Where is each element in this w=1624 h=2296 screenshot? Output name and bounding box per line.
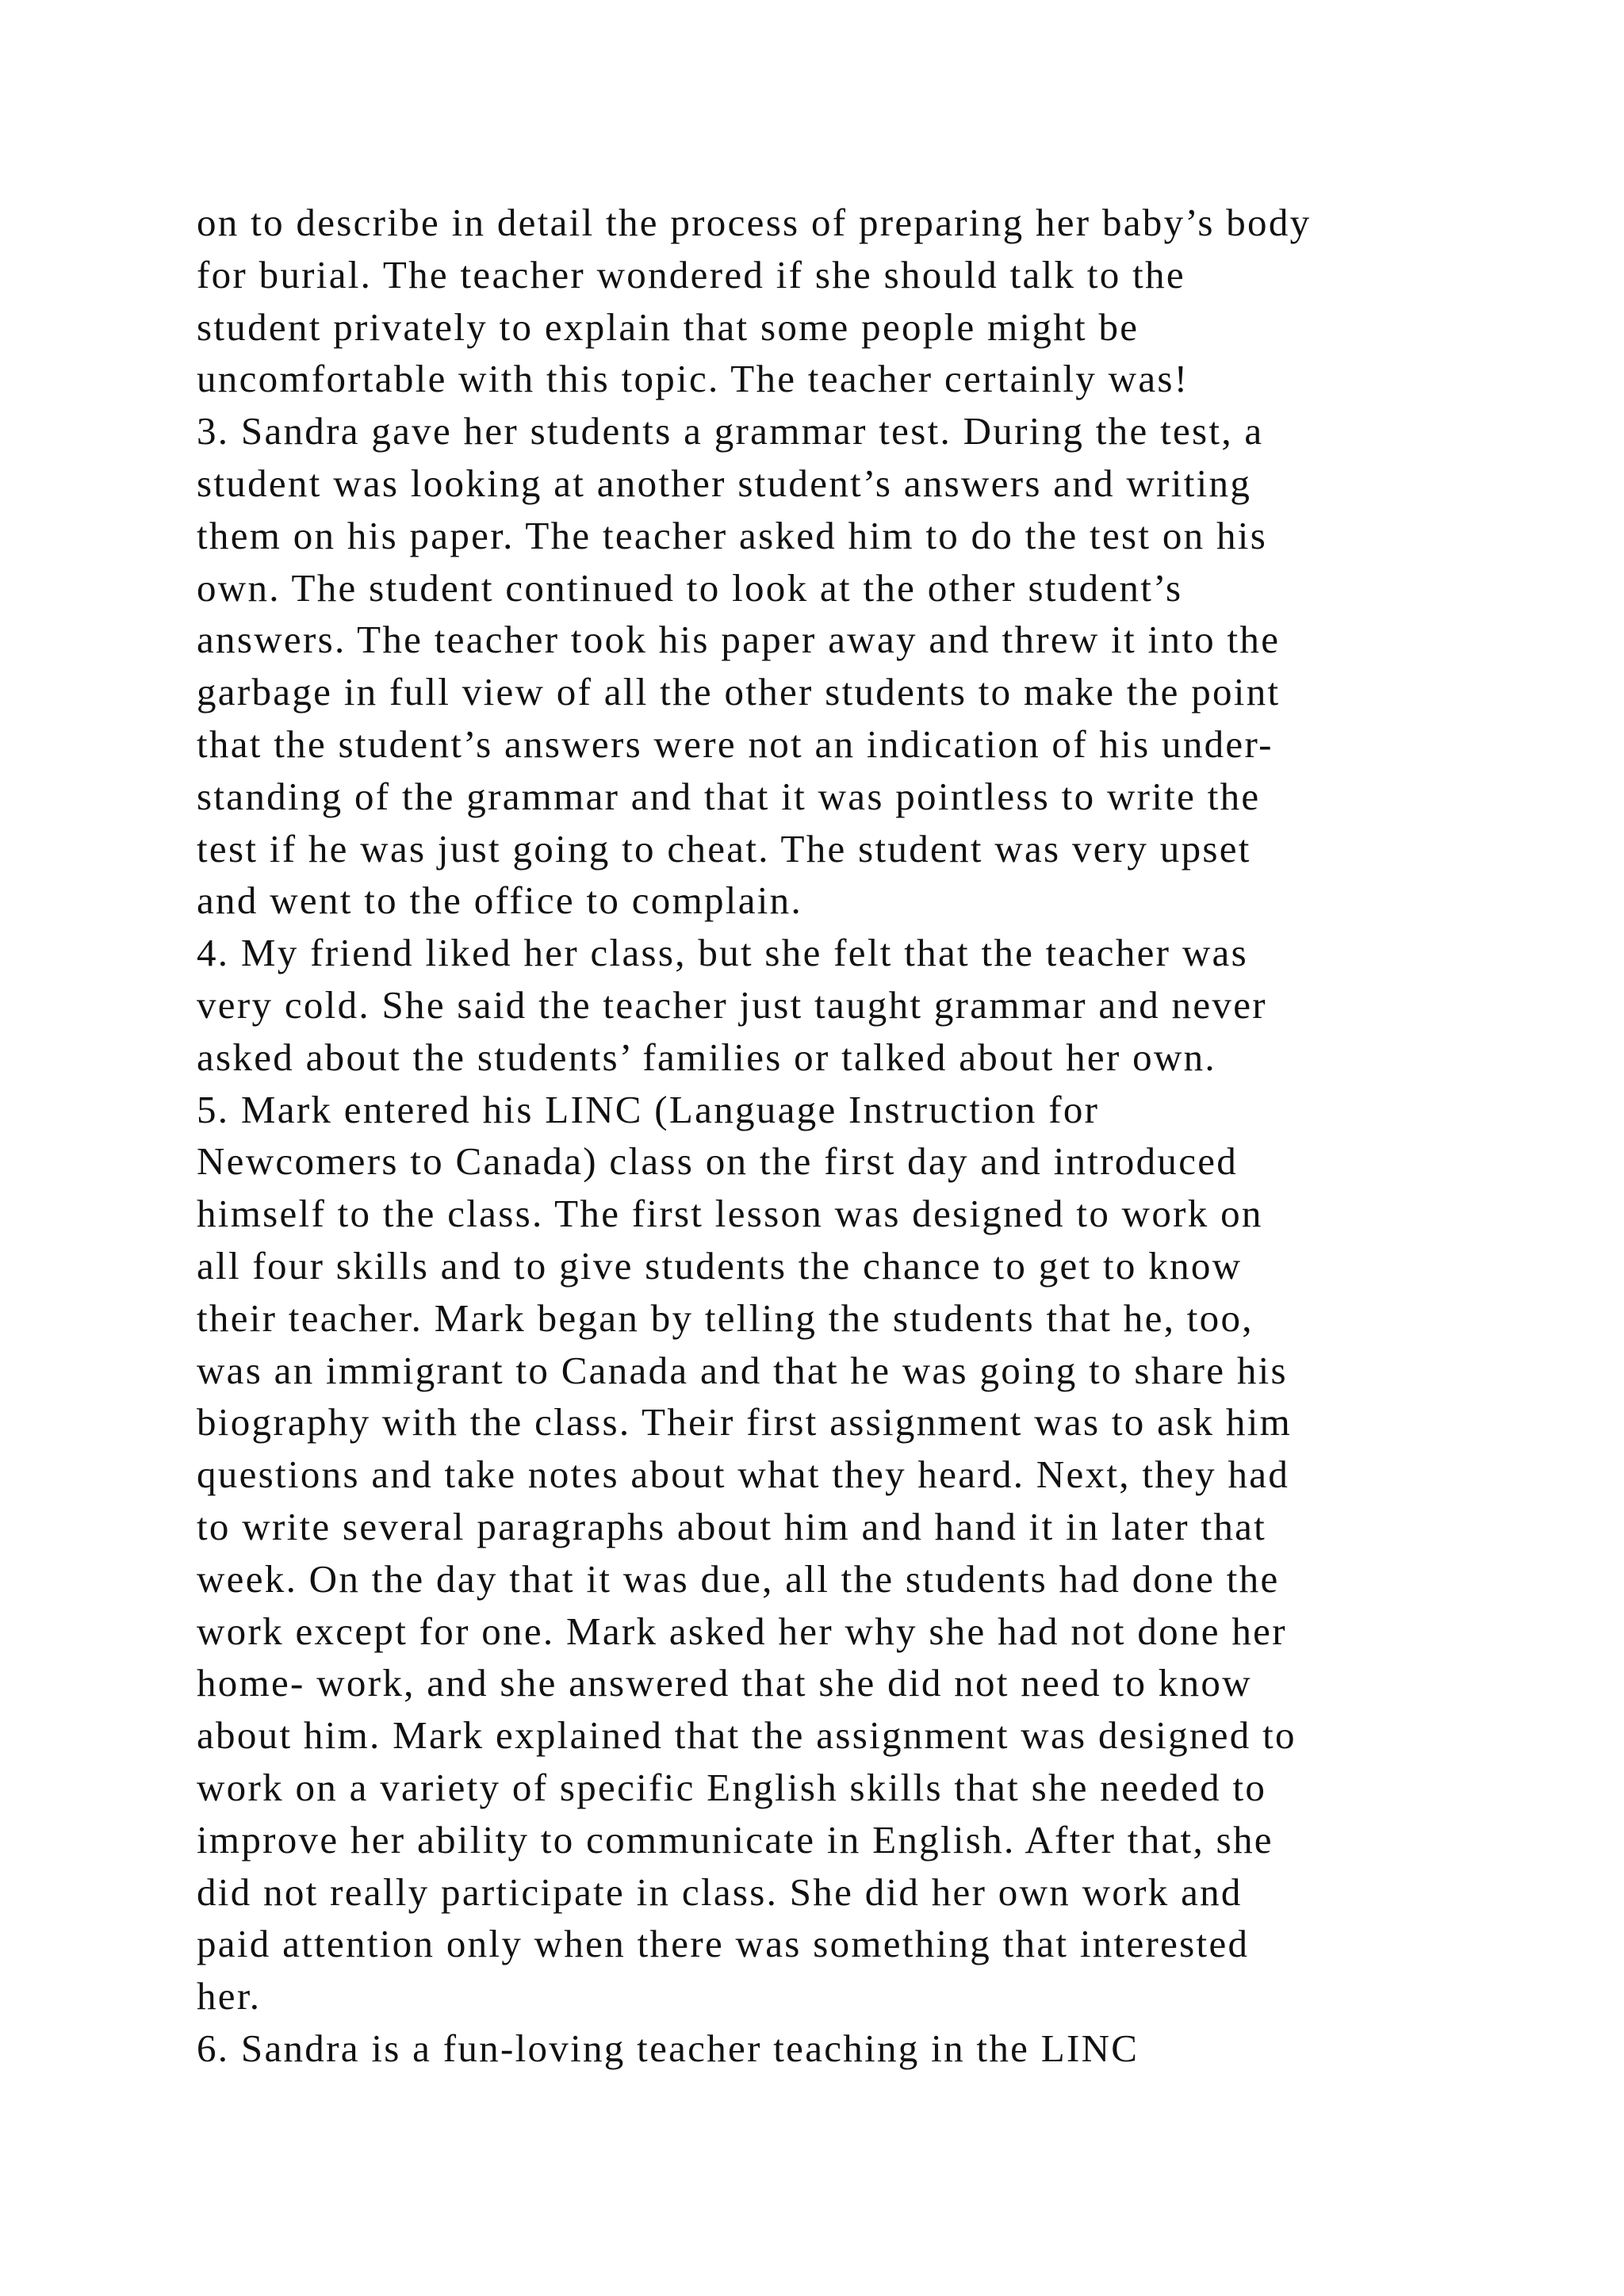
text-line: answers. The teacher took his paper away and threw it into the: [197, 618, 1281, 662]
text-line: improve her ability to communicate in English. After that, she: [197, 1817, 1274, 1862]
text-line: about him. Mark explained that the assignment was designed to: [197, 1713, 1297, 1758]
text-line: own. The student continued to look at the other student’s: [197, 565, 1183, 610]
text-line: biography with the class. Their first assignment was to ask him: [197, 1400, 1293, 1445]
text-line: that the student’s answers were not an indication of his under-: [197, 721, 1274, 766]
text-line: very cold. She said the teacher just taught grammar and never: [197, 982, 1267, 1027]
text-line: work on a variety of specific English skills that she needed to: [197, 1765, 1267, 1809]
text-line: garbage in full view of all the other students to make the point: [197, 670, 1281, 714]
text-line: work except for one. Mark asked her why she had not done her: [197, 1609, 1287, 1653]
text-line: student privately to explain that some people might be: [197, 304, 1139, 349]
text-line: their teacher. Mark began by telling the students that he, too,: [197, 1295, 1254, 1340]
text-line: 5. Mark entered his LINC (Language Instruction for: [197, 1087, 1100, 1131]
text-line: for burial. The teacher wondered if she should talk to the: [197, 252, 1185, 297]
text-line: student was looking at another student’s answers and writing: [197, 461, 1252, 505]
text-line: uncomfortable with this topic. The teacher certainly was!: [197, 357, 1189, 401]
text-line: himself to the class. The first lesson was designed to work on: [197, 1192, 1263, 1236]
text-line: on to describe in detail the process of preparing her baby’s body: [197, 201, 1312, 244]
text-line: Newcomers to Canada) class on the first day and introduced: [197, 1139, 1239, 1184]
text-line: did not really participate in class. She did her own work and: [197, 1869, 1243, 1914]
text-line: paid attention only when there was something that interested: [197, 1922, 1250, 1966]
text-line: to write several paragraphs about him and hand it in later that: [197, 1504, 1267, 1548]
text-line: was an immigrant to Canada and that he was going to share his: [197, 1348, 1288, 1392]
text-line: home- work, and she answered that she did not need to know: [197, 1661, 1252, 1705]
text-line: 4. My friend liked her class, but she felt that the teacher was: [197, 931, 1248, 975]
text-line: her.: [197, 1974, 262, 2019]
text-line: and went to the office to complain.: [197, 878, 803, 923]
text-line: 6. Sandra is a fun-loving teacher teaching in the LINC: [197, 2026, 1139, 2070]
text-line: them on his paper. The teacher asked him to do the test on his: [197, 513, 1268, 557]
text-line: week. On the day that it was due, all the students had done the: [197, 1556, 1280, 1601]
text-line: asked about the students’ families or talked about her own.: [197, 1035, 1216, 1079]
text-line: 3. Sandra gave her students a grammar test. During the test, a: [197, 409, 1264, 453]
body-text: [197, 197, 1513, 2075]
text-line: test if he was just going to cheat. The student was very upset: [197, 826, 1251, 871]
text-line: questions and take notes about what they heard. Next, they had: [197, 1452, 1290, 1497]
text-line: standing of the grammar and that it was pointless to write the: [197, 774, 1261, 818]
text-line: all four skills and to give students the chance to get to know: [197, 1243, 1243, 1288]
